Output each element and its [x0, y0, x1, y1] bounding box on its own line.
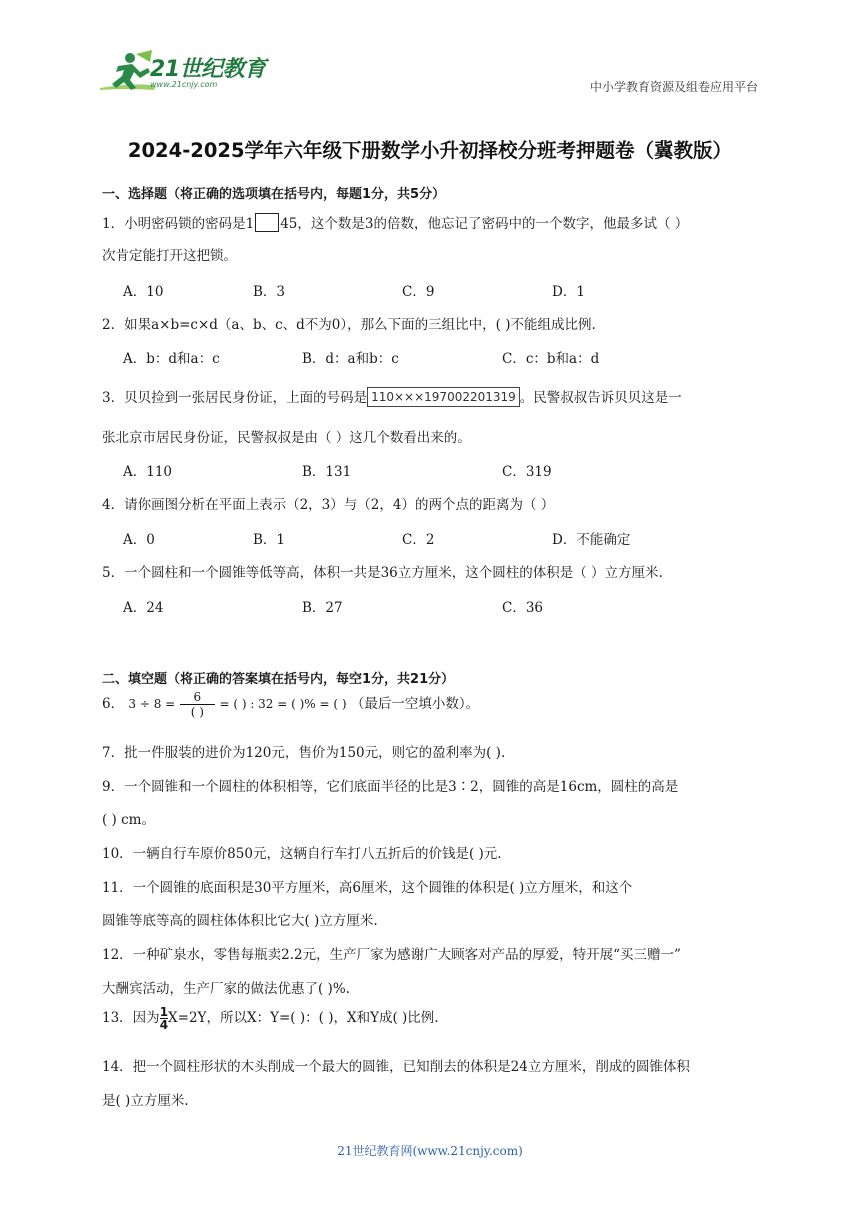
fraction-denominator: 4: [159, 1018, 169, 1032]
q1-option-c: C．9: [402, 284, 435, 300]
logo-text: 21世纪教育: [150, 57, 266, 82]
platform-caption: 中小学教育资源及组卷应用平台: [589, 80, 758, 94]
fraction-numerator: 1: [159, 1005, 169, 1019]
question-6-note: （最后一空填小数）。: [350, 696, 480, 712]
question-13-text-b: X=2Y，所以X：Y=( )：( )，X和Y成( )比例.: [168, 1010, 439, 1026]
q4-option-c: C．2: [402, 532, 435, 548]
question-11-cont: 圆锥等底等高的圆柱体体积比它大( )立方厘米.: [102, 913, 378, 929]
question-4: 4．请你画图分析在平面上表示（2，3）与（2，4）的两个点的距离为（ ）: [102, 497, 555, 513]
question-6-num: 6．: [102, 696, 125, 712]
fraction-numerator: 6: [180, 690, 216, 705]
footer-text: 21世纪教育网(www.21cnjy.com): [337, 1144, 523, 1158]
question-12-cont: 大酬宾活动，生产厂家的做法优惠了( )%.: [102, 981, 350, 997]
question-6-lhs: 3 ÷ 8 =: [128, 697, 176, 711]
answer-box: [255, 213, 279, 232]
question-6: [102, 690, 479, 719]
question-1-text-a: 1．小明密码锁的密码是1: [102, 216, 255, 232]
question-10: 10．一辆自行车原价850元，这辆自行车打八五折后的价钱是( )元.: [102, 846, 502, 862]
question-9: 9．一个圆锥和一个圆柱的体积相等，它们底面半径的比是3∶2，圆锥的高是16cm，圆柱的高是: [102, 779, 679, 795]
question-5: 5．一个圆柱和一个圆锥等低等高，体积一共是36立方厘米，这个圆柱的体积是（ ）立方厘米.: [102, 565, 663, 581]
id-number-box: 110×××197002201319: [367, 387, 520, 407]
question-1: [102, 212, 688, 232]
fraction: [180, 690, 216, 719]
q2-option-a: A．b：d和a：c: [123, 351, 220, 367]
q2-option-b: B．d：a和b：c: [302, 351, 399, 367]
question-3-text-a: 3．贝贝捡到一张居民身份证，上面的号码是: [102, 390, 368, 406]
q3-option-c: C．319: [502, 464, 552, 480]
q4-option-a: A．0: [123, 532, 155, 548]
page-title: 2024-2025学年六年级下册数学小升初择校分班考押题卷（冀教版）: [127, 139, 733, 162]
q5-option-b: B．27: [302, 600, 343, 616]
section-heading-choice: 一、选择题（将正确的选项填在括号内，每题1分，共5分）: [102, 187, 446, 202]
question-9-cont: ( ) cm。: [102, 812, 155, 828]
q5-option-c: C．36: [502, 600, 544, 616]
question-12: 12．一种矿泉水，零售每瓶卖2.2元，生产厂家为感谢广大顾客对产品的厚爱，特开展“买三赠一”: [102, 947, 681, 963]
q1-option-b: B．3: [253, 284, 286, 300]
question-14: 14．把一个圆柱形状的木头削成一个最大的圆锥，已知削去的体积是24立方厘米，削成的圆锥体积: [102, 1059, 690, 1075]
question-7: 7．批一件服装的进价为120元，售价为150元，则它的盈利率为( ).: [102, 745, 506, 761]
logo-url: www.21cnjy.com: [150, 80, 218, 89]
question-6-rhs: = ( ) : 32 = ( )% = ( ): [219, 697, 347, 711]
question-2: 2．如果a×b=c×d（a、b、c、d不为0），那么下面的三组比中，( )不能组成比例.: [102, 317, 596, 333]
q5-option-a: A．24: [123, 600, 164, 616]
q4-option-b: B．1: [253, 532, 286, 548]
question-3-text-b: 。民警叔叔告诉贝贝这是一: [519, 390, 682, 406]
question-14-cont: 是( )立方厘米.: [102, 1093, 189, 1109]
question-1-text-b: 45，这个数是3的倍数，他忘记了密码中的一个数字，他最多试（ ）: [280, 216, 689, 232]
fraction-denominator: ( ): [190, 705, 204, 719]
question-3: [102, 386, 682, 407]
q3-option-a: A．110: [123, 464, 173, 480]
question-1-cont: 次肯定能打开这把锁。: [102, 248, 237, 264]
q2-option-c: C．c：b和a：d: [502, 351, 600, 367]
fraction: [160, 1006, 168, 1031]
question-13-text-a: 13．因为: [102, 1010, 160, 1026]
q1-option-a: A．10: [123, 284, 164, 300]
question-11: 11．一个圆锥的底面积是30平方厘米，高6厘米，这个圆锥的体积是( )立方厘米，和这个: [102, 880, 633, 896]
section-heading-fill: 二、填空题（将正确的答案填在括号内，每空1分，共21分）: [102, 672, 455, 687]
q3-option-b: B．131: [302, 464, 352, 480]
question-3-cont: 张北京市居民身份证，民警叔叔是由（ ）这几个数看出来的。: [102, 430, 471, 446]
question-13: [102, 1006, 439, 1031]
q1-option-d: D．1: [552, 284, 585, 300]
q4-option-d: D．不能确定: [552, 532, 631, 548]
